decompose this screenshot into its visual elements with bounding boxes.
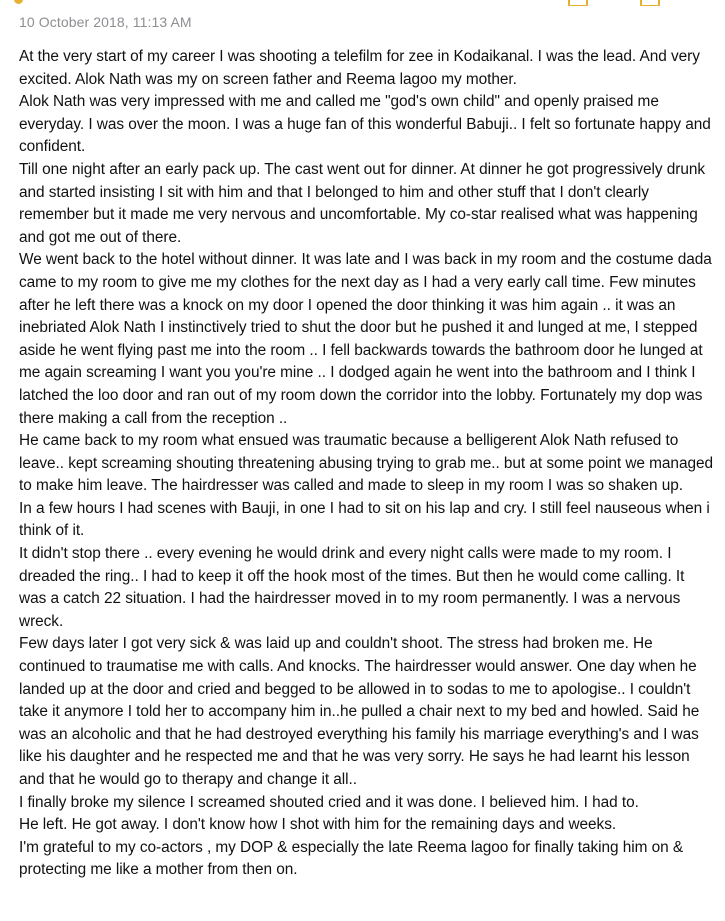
note-paragraph: Till one night after an early pack up. The cast went out for dinner. At dinner he got progressively drunk and started insisting I sit with him and that I belonged to him and other stuff that I don't clearly remember but it made me very nervous and uncomfortable. My co-star realised what was happening and got me out of there. bbox=[19, 160, 706, 246]
note-paragraph: He left. He got away. I don't know how I shot with him for the remaining days and weeks. bbox=[19, 816, 617, 834]
note-paragraph: I finally broke my silence I screamed shouted cried and it was done. I believed him. I had to. bbox=[19, 793, 639, 811]
note-paragraph: It didn't stop there .. every evening he would drink and every night calls were made to my room. I dreaded the ring.. I had to keep it off the hook most of the times. But then he would come calling. It was a catch 22 situation. I had the hairdresser moved in to my room permanently. I was a nervous wreck. bbox=[19, 545, 685, 630]
compose-icon[interactable] bbox=[640, 0, 660, 6]
note-body[interactable] bbox=[19, 46, 715, 882]
note-paragraph: He came back to my room what ensued was traumatic because a belligerent Alok Nath refused to leave.. kept screaming shouting threatening abusing trying to grab me.. but at some point we managed to make him leave. The hairdresser was called and made to sleep in my room I was so shaken up. bbox=[19, 432, 713, 495]
back-chevron-icon[interactable] bbox=[14, 0, 23, 4]
share-icon[interactable] bbox=[568, 0, 588, 6]
note-paragraph: We went back to the hotel without dinner. It was late and I was back in my room and the costume dada came to my room to give me my clothes for the next day as I had a very early call time. Few minutes after he left there was a knock on my door I opened the door thinking it was him again .. it was an inebriated Alok Nath I instinctively tried to shut the door but he pushed it and lunged at me, I stepped aside he went flying past me into the room .. I fell backwards towards the bathroom door he lunged at me again screaming I want you you're mine .. I dodged again he went into the bathroom and I think I latched the loo door and ran out of my room down the corridor into the lobby. Fortunately my dop was there making a call from the reception .. bbox=[19, 251, 712, 427]
note-paragraph: Alok Nath was very impressed with me and called me "god's own child" and openly praised me everyday. I was over the moon. I was a huge fan of this wonderful Babuji.. I felt so fortunate happy and confident. bbox=[19, 93, 711, 156]
note-paragraph: At the very start of my career I was shooting a telefilm for zee in Kodaikanal. I was the lead. And very excited. Alok Nath was my on screen father and Reema lagoo my mother. bbox=[19, 48, 700, 88]
note-paragraph: I'm grateful to my co-actors , my DOP & especially the late Reema lagoo for finally taking him on & protecting me like a mother from then on. bbox=[19, 838, 684, 879]
note-date: 10 October 2018, 11:13 AM bbox=[19, 14, 192, 30]
note-paragraph: Few days later I got very sick & was laid up and couldn't shoot. The stress had broken me. He continued to traumatise me with calls. And knocks. The hairdresser would answer. One day when he landed up at the door and cried and begged to be allowed in to sodas to me to apologise.. I couldn't take it anymore I told her to accompany him in..he pulled a chair next to my bed and howled. Said he was an alcoholic and that he had destroyed everything his family his marriage everything's and I was like his daughter and he respected me and that he was very sorry. He says he had learnt his lesson and that he would go to therapy and change it all.. bbox=[19, 635, 700, 788]
note-paragraph: In a few hours I had scenes with Bauji, in one I had to sit on his lap and cry. I still feel nauseous when i think of it. bbox=[19, 499, 710, 540]
toolbar-strip bbox=[0, 0, 725, 6]
